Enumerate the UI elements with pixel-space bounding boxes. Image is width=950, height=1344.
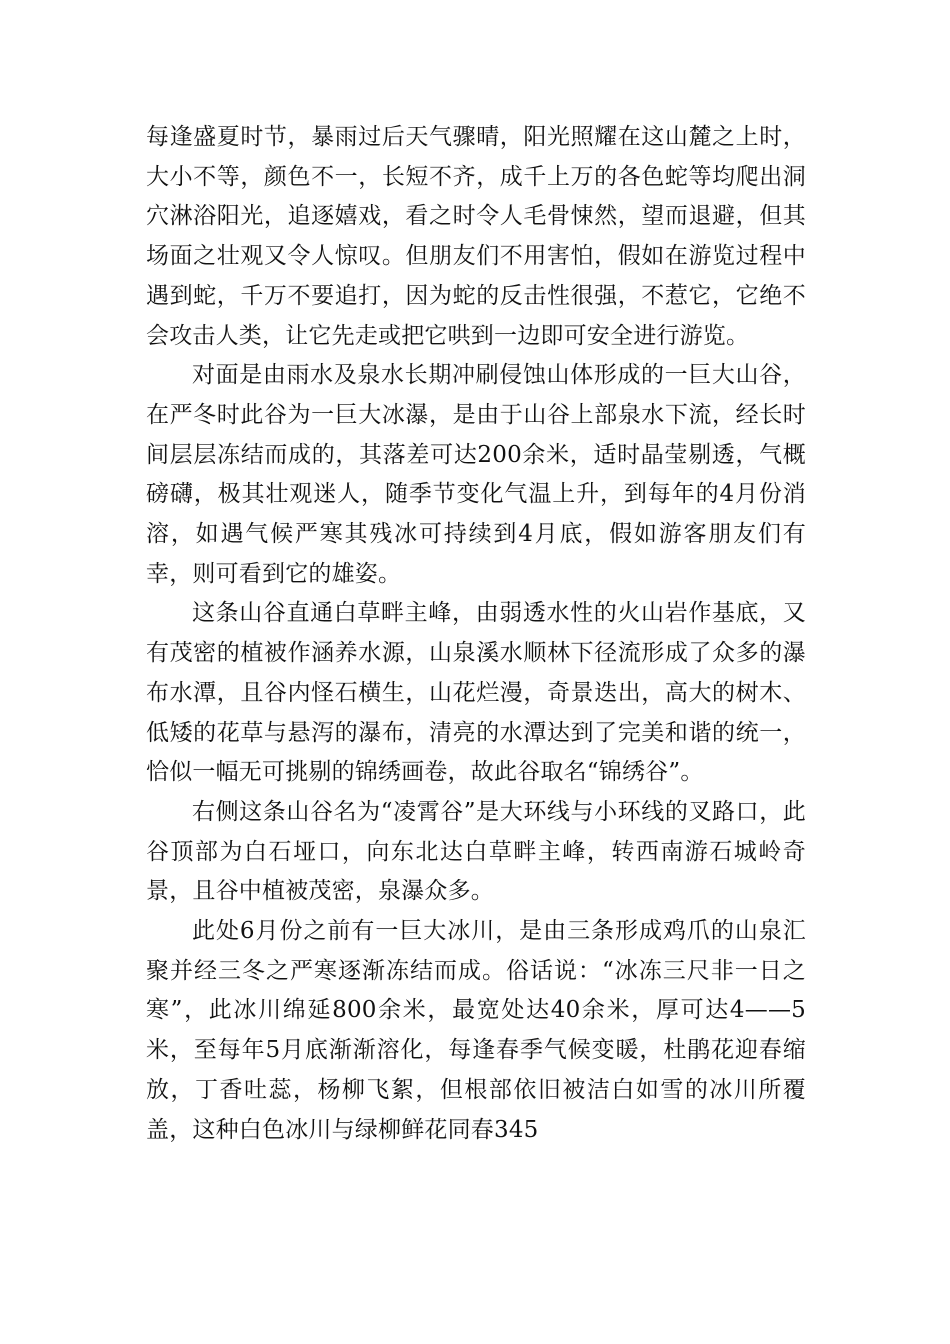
paragraph-ice-waterfall: 对面是由雨水及泉水长期冲刷侵蚀山体形成的一巨大山谷，在严冬时此谷为一巨大冰瀑，是由于山谷上部泉水下流，经长时间层层冻结而成的，其落差可达200余米，适时晶莹剔透，气概磅礴，极其壮观迷人，随季节变化气温上升，到每年的4月份消溶，如遇气候严寒其残冰可持续到4月底，假如游客朋友们有幸，则可看到它的雄姿。 [146,362,806,587]
paragraph-glacier: 此处6月份之前有一巨大冰川，是由三条形成鸡爪的山泉汇聚并经三冬之严寒逐渐冻结而成。俗话说：“冰冻三尺非一日之寒”，此冰川绵延800余米，最宽处达40余米，厚可达4——5米，至每年5月底渐渐溶化，每逢春季气候变暖，杜鹃花迎春缩放，丁香吐蕊，杨柳飞絮，但根部依旧被洁白如雪的冰川所覆盖，这种白色冰川与绿柳鲜花同春345 [146,918,806,1143]
document-page [146,118,806,1150]
paragraph-lingxiao-valley: 右侧这条山谷名为“凌霄谷”是大环线与小环线的叉路口，此谷顶部为白石垭口，向东北达白草畔主峰，转西南游石城岭奇景，且谷中植被茂密，泉瀑众多。 [146,798,806,905]
paragraph-jinxiu-valley: 这条山谷直通白草畔主峰，由弱透水性的火山岩作基底，又有茂密的植被作涵养水源，山泉溪水顺林下径流形成了众多的瀑布水潭，且谷内怪石横生，山花烂漫，奇景迭出，高大的树木、低矮的花草与悬泻的瀑布，清亮的水潭达到了完美和谐的统一，恰似一幅无可挑剔的锦绣画卷，故此谷取名“锦绣谷”。 [146,600,806,786]
paragraph-snakes: 每逢盛夏时节，暴雨过后天气骤晴，阳光照耀在这山麓之上时，大小不等，颜色不一，长短不齐，成千上万的各色蛇等均爬出洞穴淋浴阳光，追逐嬉戏，看之时令人毛骨悚然，望而退避，但其场面之壮观又令人惊叹。但朋友们不用害怕，假如在游览过程中遇到蛇，千万不要追打，因为蛇的反击性很强，不惹它，它绝不会攻击人类，让它先走或把它哄到一边即可安全进行游览。 [146,124,806,349]
